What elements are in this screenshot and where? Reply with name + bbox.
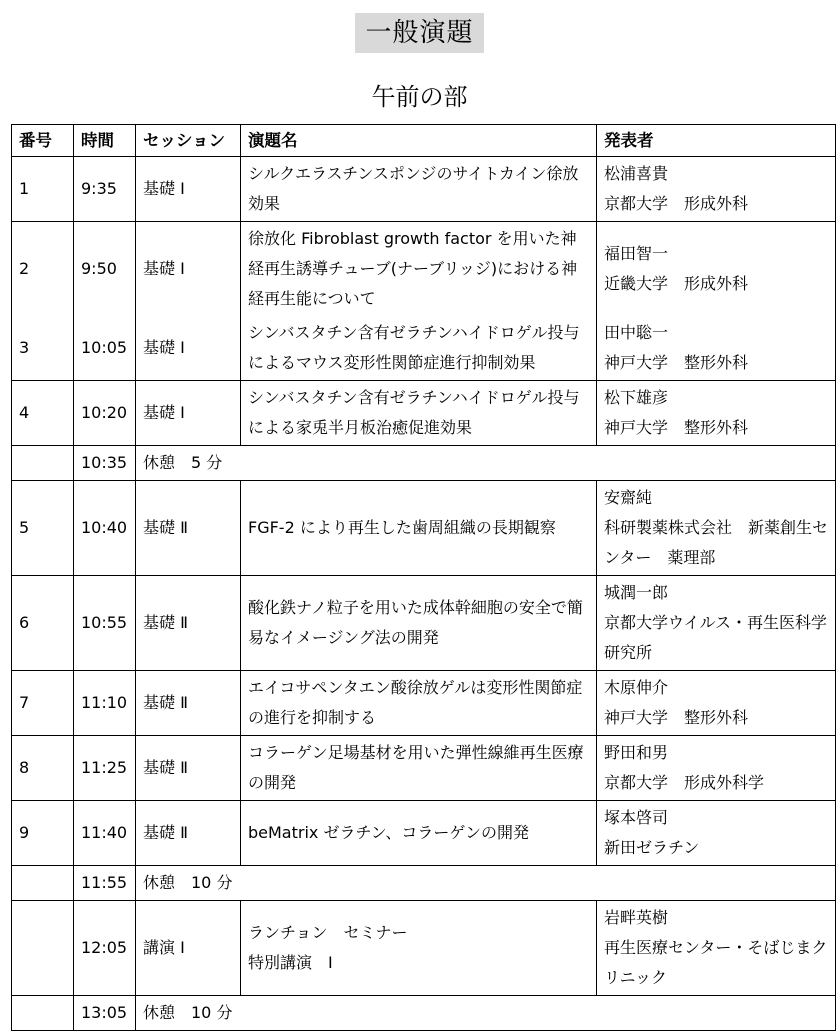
row-title: FGF-2 により再生した歯周組織の長期観察 xyxy=(241,481,597,576)
row-number: 5 xyxy=(12,481,74,576)
presenter-affiliation: 再生医療センター・そばじまクリニック xyxy=(604,938,828,987)
row-number xyxy=(12,901,74,996)
table-row xyxy=(12,157,836,222)
header-title: 演題名 xyxy=(241,125,597,157)
row-session: 基礎 Ⅱ xyxy=(136,576,241,671)
break-row xyxy=(12,996,836,1031)
row-presenter-cell xyxy=(597,671,836,736)
row-title-sub: 特別講演 Ⅰ xyxy=(248,953,333,972)
row-session: 基礎 Ⅰ xyxy=(136,316,241,381)
row-presenter-cell xyxy=(597,481,836,576)
row-title-cell xyxy=(241,901,597,996)
row-session: 基礎 Ⅱ xyxy=(136,481,241,576)
row-presenter-cell xyxy=(597,316,836,381)
row-number: 2 xyxy=(12,222,74,317)
break-row xyxy=(12,446,836,481)
break-time: 11:55 xyxy=(74,866,136,901)
presenter-name: 福田智一 xyxy=(604,244,669,263)
table-row xyxy=(12,481,836,576)
row-title: ランチョン セミナー xyxy=(248,923,408,942)
table-row xyxy=(12,316,836,381)
break-time: 13:05 xyxy=(74,996,136,1031)
row-session: 講演 Ⅰ xyxy=(136,901,241,996)
table-row xyxy=(12,576,836,671)
presenter-name: 岩畔英樹 xyxy=(604,908,669,927)
program-table xyxy=(11,124,836,1031)
presenter-name: 野田和男 xyxy=(604,743,669,762)
header-time: 時間 xyxy=(74,125,136,157)
presenter-name: 塚本啓司 xyxy=(604,808,669,827)
row-time: 10:55 xyxy=(74,576,136,671)
row-title: エイコサペンタエン酸徐放ゲルは変形性関節症の進行を抑制する xyxy=(241,671,597,736)
presenter-name: 松下雄彦 xyxy=(604,388,669,407)
document-title: 一般演題 xyxy=(355,13,483,53)
row-title: beMatrix ゼラチン、コラーゲンの開発 xyxy=(241,801,597,866)
header-number: 番号 xyxy=(12,125,74,157)
row-session: 基礎 Ⅱ xyxy=(136,736,241,801)
table-row xyxy=(12,671,836,736)
row-title: コラーゲン足場基材を用いた弾性線維再生医療の開発 xyxy=(241,736,597,801)
presenter-affiliation: 科研製薬株式会社 新薬創生センター 薬理部 xyxy=(604,518,829,567)
row-time: 12:05 xyxy=(74,901,136,996)
row-time: 11:40 xyxy=(74,801,136,866)
row-session: 基礎 Ⅱ xyxy=(136,671,241,736)
row-title: シンバスタチン含有ゼラチンハイドロゲル投与によるマウス変形性関節症進行抑制効果 xyxy=(241,316,597,381)
row-time: 9:35 xyxy=(74,157,136,222)
row-time: 10:20 xyxy=(74,381,136,446)
row-title: シンバスタチン含有ゼラチンハイドロゲル投与による家兎半月板治癒促進効果 xyxy=(241,381,597,446)
row-presenter-cell xyxy=(597,381,836,446)
row-time: 10:05 xyxy=(74,316,136,381)
table-row xyxy=(12,736,836,801)
presenter-affiliation: 神戸大学 整形外科 xyxy=(604,708,749,727)
row-number: 8 xyxy=(12,736,74,801)
row-session: 基礎 Ⅰ xyxy=(136,222,241,317)
row-number: 9 xyxy=(12,801,74,866)
presenter-name: 木原伸介 xyxy=(604,678,669,697)
presenter-affiliation: 神戸大学 整形外科 xyxy=(604,353,749,372)
table-row xyxy=(12,801,836,866)
row-presenter-cell xyxy=(597,222,836,317)
row-time: 11:10 xyxy=(74,671,136,736)
row-number: 3 xyxy=(12,316,74,381)
table-row xyxy=(12,222,836,317)
row-presenter-cell xyxy=(597,801,836,866)
row-title: シルクエラスチンスポンジのサイトカイン徐放効果 xyxy=(241,157,597,222)
row-presenter-cell xyxy=(597,736,836,801)
row-time: 11:25 xyxy=(74,736,136,801)
row-time: 9:50 xyxy=(74,222,136,317)
presenter-affiliation: 京都大学ウイルス・再生医科学研究所 xyxy=(604,613,828,662)
presenter-affiliation: 京都大学 形成外科 xyxy=(604,194,749,213)
row-number: 1 xyxy=(12,157,74,222)
section-subtitle: 午前の部 xyxy=(371,83,468,111)
presenter-name: 安齋純 xyxy=(604,488,653,507)
row-session: 基礎 Ⅰ xyxy=(136,157,241,222)
row-session: 基礎 Ⅱ xyxy=(136,801,241,866)
presenter-name: 田中聡一 xyxy=(604,323,669,342)
row-presenter-cell xyxy=(597,157,836,222)
row-number: 6 xyxy=(12,576,74,671)
presenter-affiliation: 京都大学 形成外科学 xyxy=(604,773,765,792)
row-session: 基礎 Ⅰ xyxy=(136,381,241,446)
break-row xyxy=(12,866,836,901)
break-label: 休憩 10 分 xyxy=(136,996,836,1031)
row-title: 酸化鉄ナノ粒子を用いた成体幹細胞の安全で簡易なイメージング法の開発 xyxy=(241,576,597,671)
presenter-affiliation: 新田ゼラチン xyxy=(604,838,700,857)
header-session: セッション xyxy=(136,125,241,157)
table-header-row xyxy=(12,125,836,157)
break-label: 休憩 10 分 xyxy=(136,866,836,901)
row-presenter-cell xyxy=(597,901,836,996)
table-row xyxy=(12,901,836,996)
row-number: 7 xyxy=(12,671,74,736)
presenter-name: 城潤一郎 xyxy=(604,583,669,602)
row-title: 徐放化 Fibroblast growth factor を用いた神経再生誘導チューブ(ナーブリッジ)における神経再生能について xyxy=(241,222,597,317)
break-label: 休憩 5 分 xyxy=(136,446,836,481)
row-number: 4 xyxy=(12,381,74,446)
table-row xyxy=(12,381,836,446)
break-time: 10:35 xyxy=(74,446,136,481)
row-presenter-cell xyxy=(597,576,836,671)
presenter-name: 松浦喜貴 xyxy=(604,164,669,183)
row-time: 10:40 xyxy=(74,481,136,576)
presenter-affiliation: 近畿大学 形成外科 xyxy=(604,274,749,293)
header-presenter: 発表者 xyxy=(597,125,836,157)
presenter-affiliation: 神戸大学 整形外科 xyxy=(604,418,749,437)
